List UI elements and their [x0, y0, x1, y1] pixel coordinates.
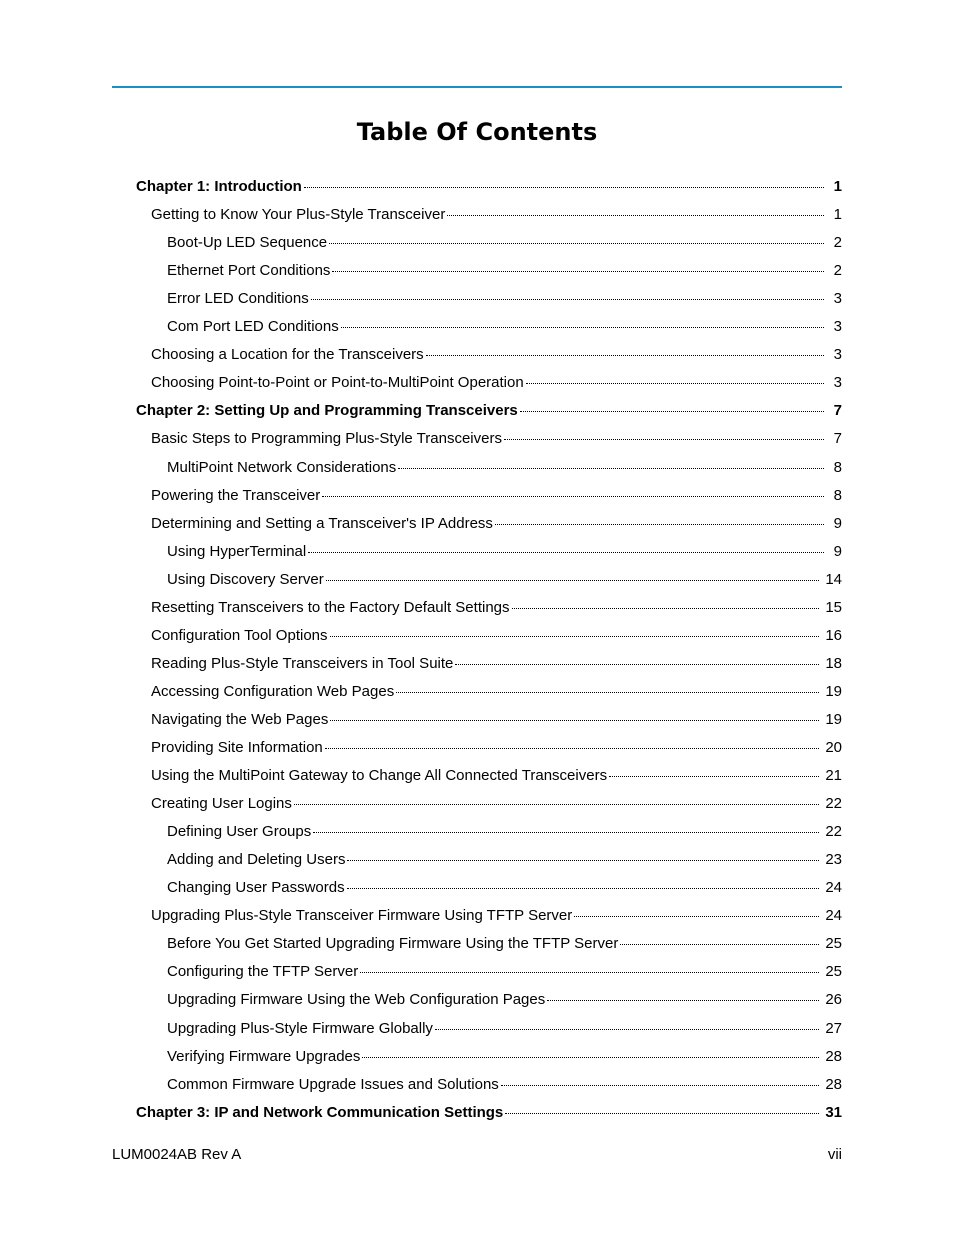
toc-entry[interactable]	[151, 510, 842, 538]
toc-dot-leader	[435, 1029, 819, 1030]
toc-entry[interactable]	[136, 397, 842, 425]
toc-dot-leader	[609, 776, 819, 777]
toc-entry-label: Configuration Tool Options	[151, 626, 328, 644]
toc-entry-page: 15	[825, 598, 842, 616]
toc-entry-label: Defining User Groups	[167, 823, 312, 841]
toc-entry-page: 3	[833, 346, 842, 364]
toc-entry-label: Upgrading Firmware Using the Web Configuration Pages	[167, 991, 546, 1009]
toc-entry-label: Using the MultiPoint Gateway to Change All Connected Transceivers	[151, 767, 608, 785]
toc-entry-label: Verifying Firmware Upgrades	[167, 1047, 361, 1065]
toc-entry-label: Configuring the TFTP Server	[167, 963, 359, 981]
toc-entry-page: 23	[825, 851, 842, 869]
toc-entry[interactable]	[167, 986, 842, 1014]
toc-dot-leader	[505, 1113, 819, 1114]
toc-entry-page: 8	[833, 486, 842, 504]
toc-dot-leader	[426, 355, 824, 356]
toc-dot-leader	[332, 271, 824, 272]
toc-entry[interactable]	[167, 229, 842, 257]
toc-dot-leader	[526, 383, 824, 384]
toc-dot-leader	[396, 692, 819, 693]
toc-entry[interactable]	[167, 846, 842, 874]
toc-dot-leader	[330, 636, 820, 637]
toc-dot-leader	[495, 524, 824, 525]
toc-entry-page: 31	[825, 1103, 842, 1121]
toc-entry-label: Powering the Transceiver	[151, 486, 321, 504]
toc-entry-label: Upgrading Plus-Style Firmware Globally	[167, 1019, 433, 1037]
toc-entry[interactable]	[167, 285, 842, 313]
header-rule	[112, 86, 842, 88]
toc-entry[interactable]	[151, 622, 842, 650]
toc-entry-page: 19	[825, 710, 842, 728]
toc-entry-label: Chapter 2: Setting Up and Programming Transceivers	[136, 402, 518, 420]
toc-entry[interactable]	[151, 341, 842, 369]
toc-entry-label: Upgrading Plus-Style Transceiver Firmware Using TFTP Server	[151, 907, 573, 925]
toc-entry[interactable]	[167, 1043, 842, 1071]
toc-entry-page: 3	[833, 318, 842, 336]
toc-dot-leader	[362, 1057, 819, 1058]
toc-entry[interactable]	[151, 734, 842, 762]
toc-entry-label: Error LED Conditions	[167, 290, 309, 308]
toc-entry-page: 22	[825, 823, 842, 841]
toc-dot-leader	[322, 496, 824, 497]
toc-entry[interactable]	[167, 257, 842, 285]
toc-dot-leader	[455, 664, 819, 665]
toc-entry[interactable]	[151, 482, 842, 510]
toc-dot-leader	[329, 243, 824, 244]
toc-entry[interactable]	[151, 790, 842, 818]
toc-dot-leader	[326, 580, 820, 581]
toc-entry-page: 22	[825, 795, 842, 813]
toc-entry-page: 9	[833, 514, 842, 532]
toc-entry-label: Creating User Logins	[151, 795, 292, 813]
toc-entry-label: Using HyperTerminal	[167, 542, 307, 560]
toc-entry-label: Determining and Setting a Transceiver's IP Address	[151, 514, 493, 532]
toc-entry[interactable]	[151, 594, 842, 622]
toc-dot-leader	[311, 299, 824, 300]
toc-entry-page: 20	[825, 739, 842, 756]
toc-entry-label: Boot-Up LED Sequence	[167, 234, 328, 252]
toc-dot-leader	[304, 187, 824, 188]
toc-dot-leader	[325, 748, 820, 749]
toc-entry-label: Navigating the Web Pages	[151, 710, 329, 728]
toc-entry[interactable]	[167, 958, 842, 986]
toc-entry-label: Chapter 3: IP and Network Communication Settings	[136, 1103, 504, 1121]
toc-entry-label: Resetting Transceivers to the Factory Default Settings	[151, 598, 510, 616]
toc-entry[interactable]	[167, 538, 842, 566]
toc-entry-page: 1	[833, 178, 842, 195]
toc-dot-leader	[294, 804, 819, 805]
toc-dot-leader	[360, 972, 819, 973]
toc-entry-label: Using Discovery Server	[167, 570, 324, 588]
page-title: Table Of Contents	[356, 118, 598, 146]
toc-entry-page: 25	[825, 963, 842, 981]
toc-entry-page: 28	[825, 1075, 842, 1093]
toc-entry[interactable]	[167, 566, 842, 594]
toc-entry-page: 3	[833, 290, 842, 308]
toc-entry[interactable]	[151, 678, 842, 706]
toc-entry-label: Common Firmware Upgrade Issues and Solutions	[167, 1075, 499, 1093]
toc-entry-label: Chapter 1: Introduction	[136, 178, 302, 195]
toc-dot-leader	[501, 1085, 820, 1086]
toc-entry[interactable]	[167, 874, 842, 902]
toc-entry-label: Reading Plus-Style Transceivers in Tool Suite	[151, 654, 454, 672]
toc-entry-page: 26	[825, 991, 842, 1009]
toc-entry-page: 24	[825, 907, 842, 925]
toc-entry-page: 3	[833, 374, 842, 392]
toc-dot-leader	[520, 411, 824, 412]
toc-entry-page: 21	[825, 767, 842, 785]
toc-entry-label: Ethernet Port Conditions	[167, 262, 331, 280]
toc-entry-page: 14	[825, 570, 842, 588]
toc-entry-page: 25	[825, 935, 842, 953]
toc-entry[interactable]	[151, 706, 842, 734]
toc-dot-leader	[313, 832, 819, 833]
toc-dot-leader	[347, 888, 820, 889]
toc-entry[interactable]	[136, 173, 842, 201]
toc-entry[interactable]	[167, 454, 842, 482]
toc-entry-label: Getting to Know Your Plus-Style Transceiver	[151, 206, 446, 224]
toc-entry[interactable]	[151, 902, 842, 930]
toc-entry-page: 7	[833, 430, 842, 448]
toc-entry[interactable]	[151, 201, 842, 229]
toc-entry-page: 1	[833, 206, 842, 224]
toc-dot-leader	[341, 327, 824, 328]
toc-entry[interactable]	[151, 762, 842, 790]
toc-entry-label: Providing Site Information	[151, 739, 323, 756]
toc-entry[interactable]	[167, 1015, 842, 1043]
toc-entry-page: 2	[833, 234, 842, 252]
toc-entry-page: 8	[833, 458, 842, 476]
toc-entry-page: 28	[825, 1047, 842, 1065]
toc-entry-label: Choosing Point-to-Point or Point-to-MultiPoint Operation	[151, 374, 524, 392]
toc-dot-leader	[620, 944, 819, 945]
toc-entry-page: 16	[825, 626, 842, 644]
footer-page-number: vii	[827, 1146, 842, 1163]
toc-dot-leader	[574, 916, 819, 917]
toc-entry-label: MultiPoint Network Considerations	[167, 458, 397, 476]
toc-dot-leader	[512, 608, 820, 609]
toc-entry-page: 7	[833, 402, 842, 420]
toc-entry-label: Com Port LED Conditions	[167, 318, 339, 336]
toc-entry[interactable]	[167, 818, 842, 846]
toc-entry-label: Changing User Passwords	[167, 879, 345, 897]
toc-entry-label: Before You Get Started Upgrading Firmware Using the TFTP Server	[167, 935, 619, 953]
toc-entry[interactable]	[151, 425, 842, 453]
toc-entry-page: 18	[825, 654, 842, 672]
toc-dot-leader	[504, 439, 824, 440]
toc-entry[interactable]	[167, 930, 842, 958]
footer-doc-id: LUM0024AB Rev A	[112, 1146, 242, 1163]
toc-dot-leader	[308, 552, 824, 553]
toc-entry-page: 24	[825, 879, 842, 897]
toc-entry[interactable]	[151, 650, 842, 678]
toc-dot-leader	[330, 720, 819, 721]
toc-dot-leader	[447, 215, 824, 216]
toc-entry[interactable]	[151, 369, 842, 397]
toc-entry-page: 2	[833, 262, 842, 280]
toc-entry[interactable]	[136, 1099, 842, 1127]
toc-entry-label: Adding and Deleting Users	[167, 851, 346, 869]
toc-entry-page: 19	[825, 682, 842, 700]
toc-entry-label: Accessing Configuration Web Pages	[151, 682, 395, 700]
toc-dot-leader	[547, 1000, 819, 1001]
toc-entry-page: 27	[825, 1019, 842, 1037]
toc-dot-leader	[398, 468, 824, 469]
toc-entry[interactable]	[167, 313, 842, 341]
toc-dot-leader	[347, 860, 819, 861]
toc-entry-page: 9	[833, 542, 842, 560]
toc-entry-label: Basic Steps to Programming Plus-Style Transceivers	[151, 430, 502, 448]
toc-entry-label: Choosing a Location for the Transceivers	[151, 346, 424, 364]
toc-entry[interactable]	[167, 1071, 842, 1099]
